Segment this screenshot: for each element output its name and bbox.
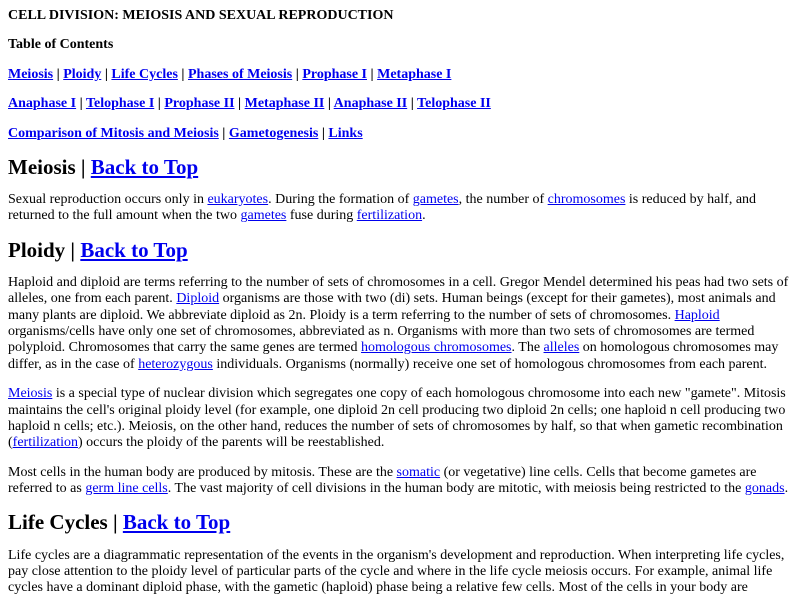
toc-link-metaphase-2[interactable]: Metaphase II	[244, 96, 325, 112]
meiosis-link[interactable]: Meiosis	[8, 386, 53, 402]
text-run: Ploidy |	[8, 237, 81, 262]
eukaryotes-link[interactable]: eukaryotes	[207, 192, 269, 208]
toc-link-telophase-1[interactable]: Telophase I	[85, 96, 155, 112]
paragraph-somatic-germ-line	[8, 465, 792, 498]
text-run: |	[324, 96, 334, 112]
text-run: on homologous chromosomes may differ, as in the case of	[8, 340, 779, 372]
text-run: Meiosis |	[8, 154, 91, 179]
text-run: ) occurs the ploidy of the parents will be reestablished.	[77, 435, 385, 451]
homologous-chromosomes-link[interactable]: homologous chromosomes	[361, 340, 512, 356]
text-run: individuals. Organisms (normally) receive one set of homologous chromosomes from each parent.	[212, 356, 768, 372]
text-run: |	[218, 125, 229, 141]
text-run: |	[292, 66, 303, 82]
toc-link-telophase-2[interactable]: Telophase II	[417, 96, 491, 112]
fertilization-link-2[interactable]: fertilization	[12, 435, 78, 451]
toc-link-anaphase-2[interactable]: Anaphase II	[333, 96, 408, 112]
text-run: fuse during	[286, 208, 357, 224]
text-run: organisms are those with two (di) sets. Human beings (except for their gametes), most animals and many plants are diploid. We abbreviate diploid as 2n. Ploidy is a term referring to the number of sets of chromosomes.	[8, 291, 776, 323]
back-to-top-link-life-cycles[interactable]: Back to Top	[122, 510, 231, 535]
section-heading-ploidy	[8, 238, 792, 262]
page-title: CELL DIVISION: MEIOSIS AND SEXUAL REPRODUCTION	[8, 8, 394, 23]
paragraph-meiosis-intro	[8, 192, 792, 225]
gametes-link[interactable]: gametes	[412, 192, 459, 208]
heterozygous-link[interactable]: heterozygous	[138, 356, 213, 372]
text-run: (or vegetative) line cells. Cells that become gametes are referred to as	[8, 464, 757, 497]
toc-link-metaphase-1[interactable]: Metaphase I	[377, 66, 452, 82]
back-to-top-link-ploidy[interactable]: Back to Top	[80, 237, 188, 262]
toc-link-phases-of-meiosis[interactable]: Phases of Meiosis	[188, 66, 293, 82]
toc-link-comparison-mitosis-meiosis[interactable]: Comparison of Mitosis and Meiosis	[8, 125, 219, 141]
toc-heading: Table of Contents	[8, 37, 114, 53]
toc-row-3	[8, 126, 792, 142]
text-run: |	[76, 96, 86, 112]
paragraph-life-cycles-intro	[8, 548, 792, 597]
toc-link-meiosis[interactable]: Meiosis	[8, 66, 54, 82]
text-run: Sexual reproduction occurs only in	[8, 192, 208, 208]
text-run: , the number of	[458, 192, 548, 208]
gonads-link[interactable]: gonads	[744, 481, 785, 497]
diploid-link[interactable]: Diploid	[176, 291, 220, 307]
text-run: .	[422, 208, 426, 224]
text-run: Most cells in the human body are produced by mitosis. These are the	[8, 464, 397, 480]
text-run: |	[53, 66, 64, 82]
section-heading-meiosis	[8, 155, 792, 179]
text-run: is reduced by half, and returned to the full amount when the two	[8, 192, 757, 224]
text-run: |	[318, 125, 329, 141]
text-run: Life cycles are a diagrammatic representation of the events in the organism's development and reproduction. When interpreting life cycles, pay close attention to the ploidy level of particular parts of the cycle and where in the life cycle meiosis occurs. For example, animal life cycles have a dominant diploid phase, with the gametic (haploid) phase being a relative few cells. Most of the cells in your body are	[8, 547, 785, 596]
text-run: Life Cycles |	[8, 510, 123, 535]
toc-link-prophase-2[interactable]: Prophase II	[164, 96, 235, 112]
text-run: |	[101, 66, 112, 82]
toc-link-prophase-1[interactable]: Prophase I	[302, 66, 368, 82]
toc-link-anaphase-1[interactable]: Anaphase I	[8, 96, 77, 112]
text-run: |	[234, 96, 245, 112]
toc-link-links[interactable]: Links	[328, 125, 363, 141]
toc-row-2	[8, 96, 792, 112]
text-run: Haploid and diploid are terms referring to the number of sets of chromosomes in a cell. Gregor Mendel determined his peas had two sets of alleles, one from each parent.	[8, 274, 789, 307]
text-run: . The vast majority of cell divisions in the human body are mitotic, with meiosis being restricted to the	[167, 481, 745, 497]
haploid-link[interactable]: Haploid	[674, 307, 720, 323]
toc-row-1	[8, 67, 792, 83]
text-run: |	[407, 96, 418, 112]
back-to-top-link-meiosis[interactable]: Back to Top	[90, 154, 199, 179]
gametes-link-2[interactable]: gametes	[240, 208, 287, 224]
section-heading-life-cycles	[8, 510, 792, 534]
text-run: organisms/cells have only one set of chromosomes, abbreviated as n. Organisms with more than two sets of chromosomes are termed polyploid. Chromosomes that carry the same genes are termed	[8, 324, 755, 356]
toc-link-ploidy[interactable]: Ploidy	[63, 66, 102, 82]
alleles-link[interactable]: alleles	[543, 340, 580, 356]
paragraph-ploidy-definitions	[8, 275, 792, 373]
text-run: .	[784, 481, 789, 497]
text-run: |	[177, 66, 188, 82]
somatic-link[interactable]: somatic	[396, 464, 441, 480]
text-run: . During the formation of	[268, 192, 413, 208]
text-run: |	[154, 96, 165, 112]
toc-link-gametogenesis[interactable]: Gametogenesis	[228, 125, 319, 141]
fertilization-link[interactable]: fertilization	[356, 208, 423, 224]
text-run: |	[367, 66, 378, 82]
toc-link-life-cycles[interactable]: Life Cycles	[111, 66, 178, 82]
paragraph-meiosis-vs-mitosis	[8, 386, 792, 452]
germ-line-cells-link[interactable]: germ line cells	[85, 481, 168, 497]
chromosomes-link[interactable]: chromosomes	[547, 192, 626, 208]
text-run: is a special type of nuclear division which segregates one copy of each homologous chromosome into each new "gamete". Mitosis maintains the cell's original ploidy level (for example, one diploid 2n cell producing two diploid 2n cells; one haploid n cell producing two haploid n cells; etc.). Meiosis, on the other hand, reduces the number of sets of chromosomes by half, so that when gametic recombination (	[8, 386, 786, 451]
text-run: . The	[511, 340, 544, 356]
